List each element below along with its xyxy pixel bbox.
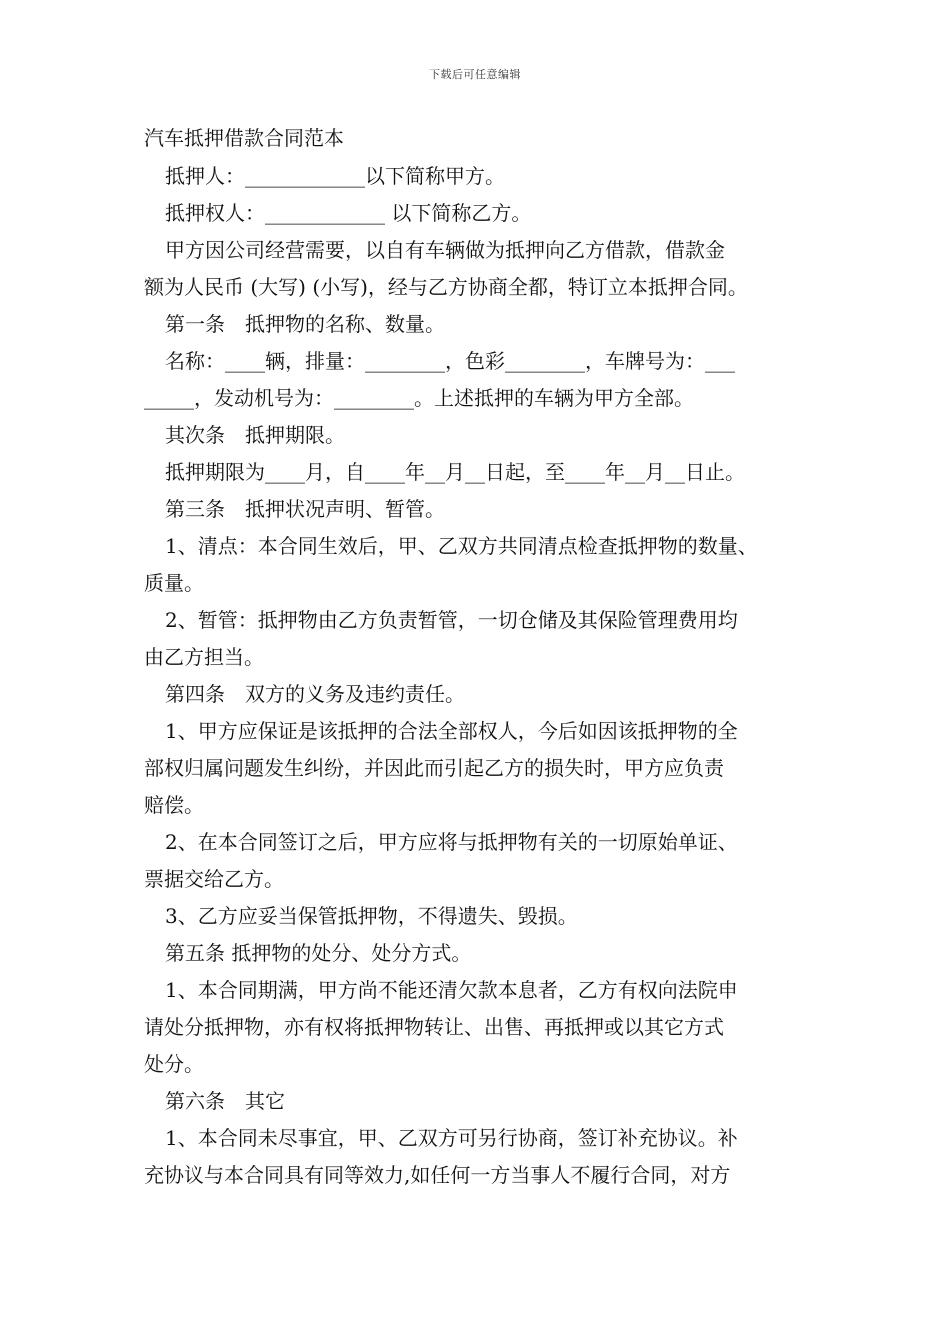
paragraph-line: 1、清点：本合同生效后，甲、乙双方共同清点检查抵押物的数量、 — [165, 534, 758, 558]
paragraph-line: _____，发动机号为：________。上述抵押的车辆为甲方全部。 — [144, 386, 694, 410]
paragraph-line: 请处分抵押物，亦有权将抵押物转让、出售、再抵押或以其它方式 — [144, 1015, 724, 1039]
paragraph-line: 充协议与本合同具有同等效力,如任何一方当事人不履行合同，对方 — [144, 1163, 731, 1187]
paragraph-line: 票据交给乙方。 — [144, 867, 284, 891]
mortgagor-line: 抵押人：____________以下简称甲方。 — [165, 164, 505, 188]
article-heading: 第四条 双方的义务及违约责任。 — [165, 682, 465, 706]
article-heading: 第一条 抵押物的名称、数量。 — [165, 312, 445, 336]
paragraph-line: 1、本合同未尽事宜，甲、乙双方可另行协商，签订补充协议。补 — [165, 1126, 738, 1150]
paragraph-line: 质量。 — [144, 571, 204, 595]
page-header: 下载后可任意编辑 — [429, 68, 521, 81]
paragraph-line: 处分。 — [144, 1052, 204, 1076]
paragraph-line: 抵押期限为____月，自____年__月__日起，至____年__月__日止。 — [165, 460, 745, 484]
paragraph-line: 2、在本合同签订之后，甲方应将与抵押物有关的一切原始单证、 — [165, 830, 738, 854]
article-heading: 第五条 抵押物的处分、处分方式。 — [165, 941, 472, 965]
paragraph-line: 2、暂管：抵押物由乙方负责暂管，一切仓储及其保险管理费用均 — [165, 608, 738, 632]
paragraph-line: 3、乙方应妥当保管抵押物，不得遗失、毁损。 — [165, 904, 578, 928]
article-heading: 第三条 抵押状况声明、暂管。 — [165, 497, 445, 521]
paragraph-line: 赔偿。 — [144, 793, 204, 817]
paragraph-line: 甲方因公司经营需要，以自有车辆做为抵押向乙方借款，借款金 — [165, 238, 725, 262]
document-title: 汽车抵押借款合同范本 — [144, 126, 344, 150]
paragraph-line: 由乙方担当。 — [144, 645, 264, 669]
mortgagee-line: 抵押权人：____________ 以下简称乙方。 — [165, 201, 532, 225]
paragraph-line: 额为人民币 (大写) (小写)，经与乙方协商全都，特订立本抵押合同。 — [144, 275, 748, 299]
paragraph-line: 名称：____辆，排量：________，色彩________，车牌号为：___ — [165, 349, 735, 373]
paragraph-line: 1、甲方应保证是该抵押的合法全部权人，今后如因该抵押物的全 — [165, 719, 738, 743]
paragraph-line: 1、本合同期满，甲方尚不能还清欠款本息者，乙方有权向法院申 — [165, 978, 738, 1002]
paragraph-line: 部权归属问题发生纠纷，并因此而引起乙方的损失时，甲方应负责 — [144, 756, 724, 780]
article-heading: 其次条 抵押期限。 — [165, 423, 345, 447]
document-body — [144, 120, 809, 1194]
article-heading: 第六条 其它 — [165, 1089, 285, 1113]
